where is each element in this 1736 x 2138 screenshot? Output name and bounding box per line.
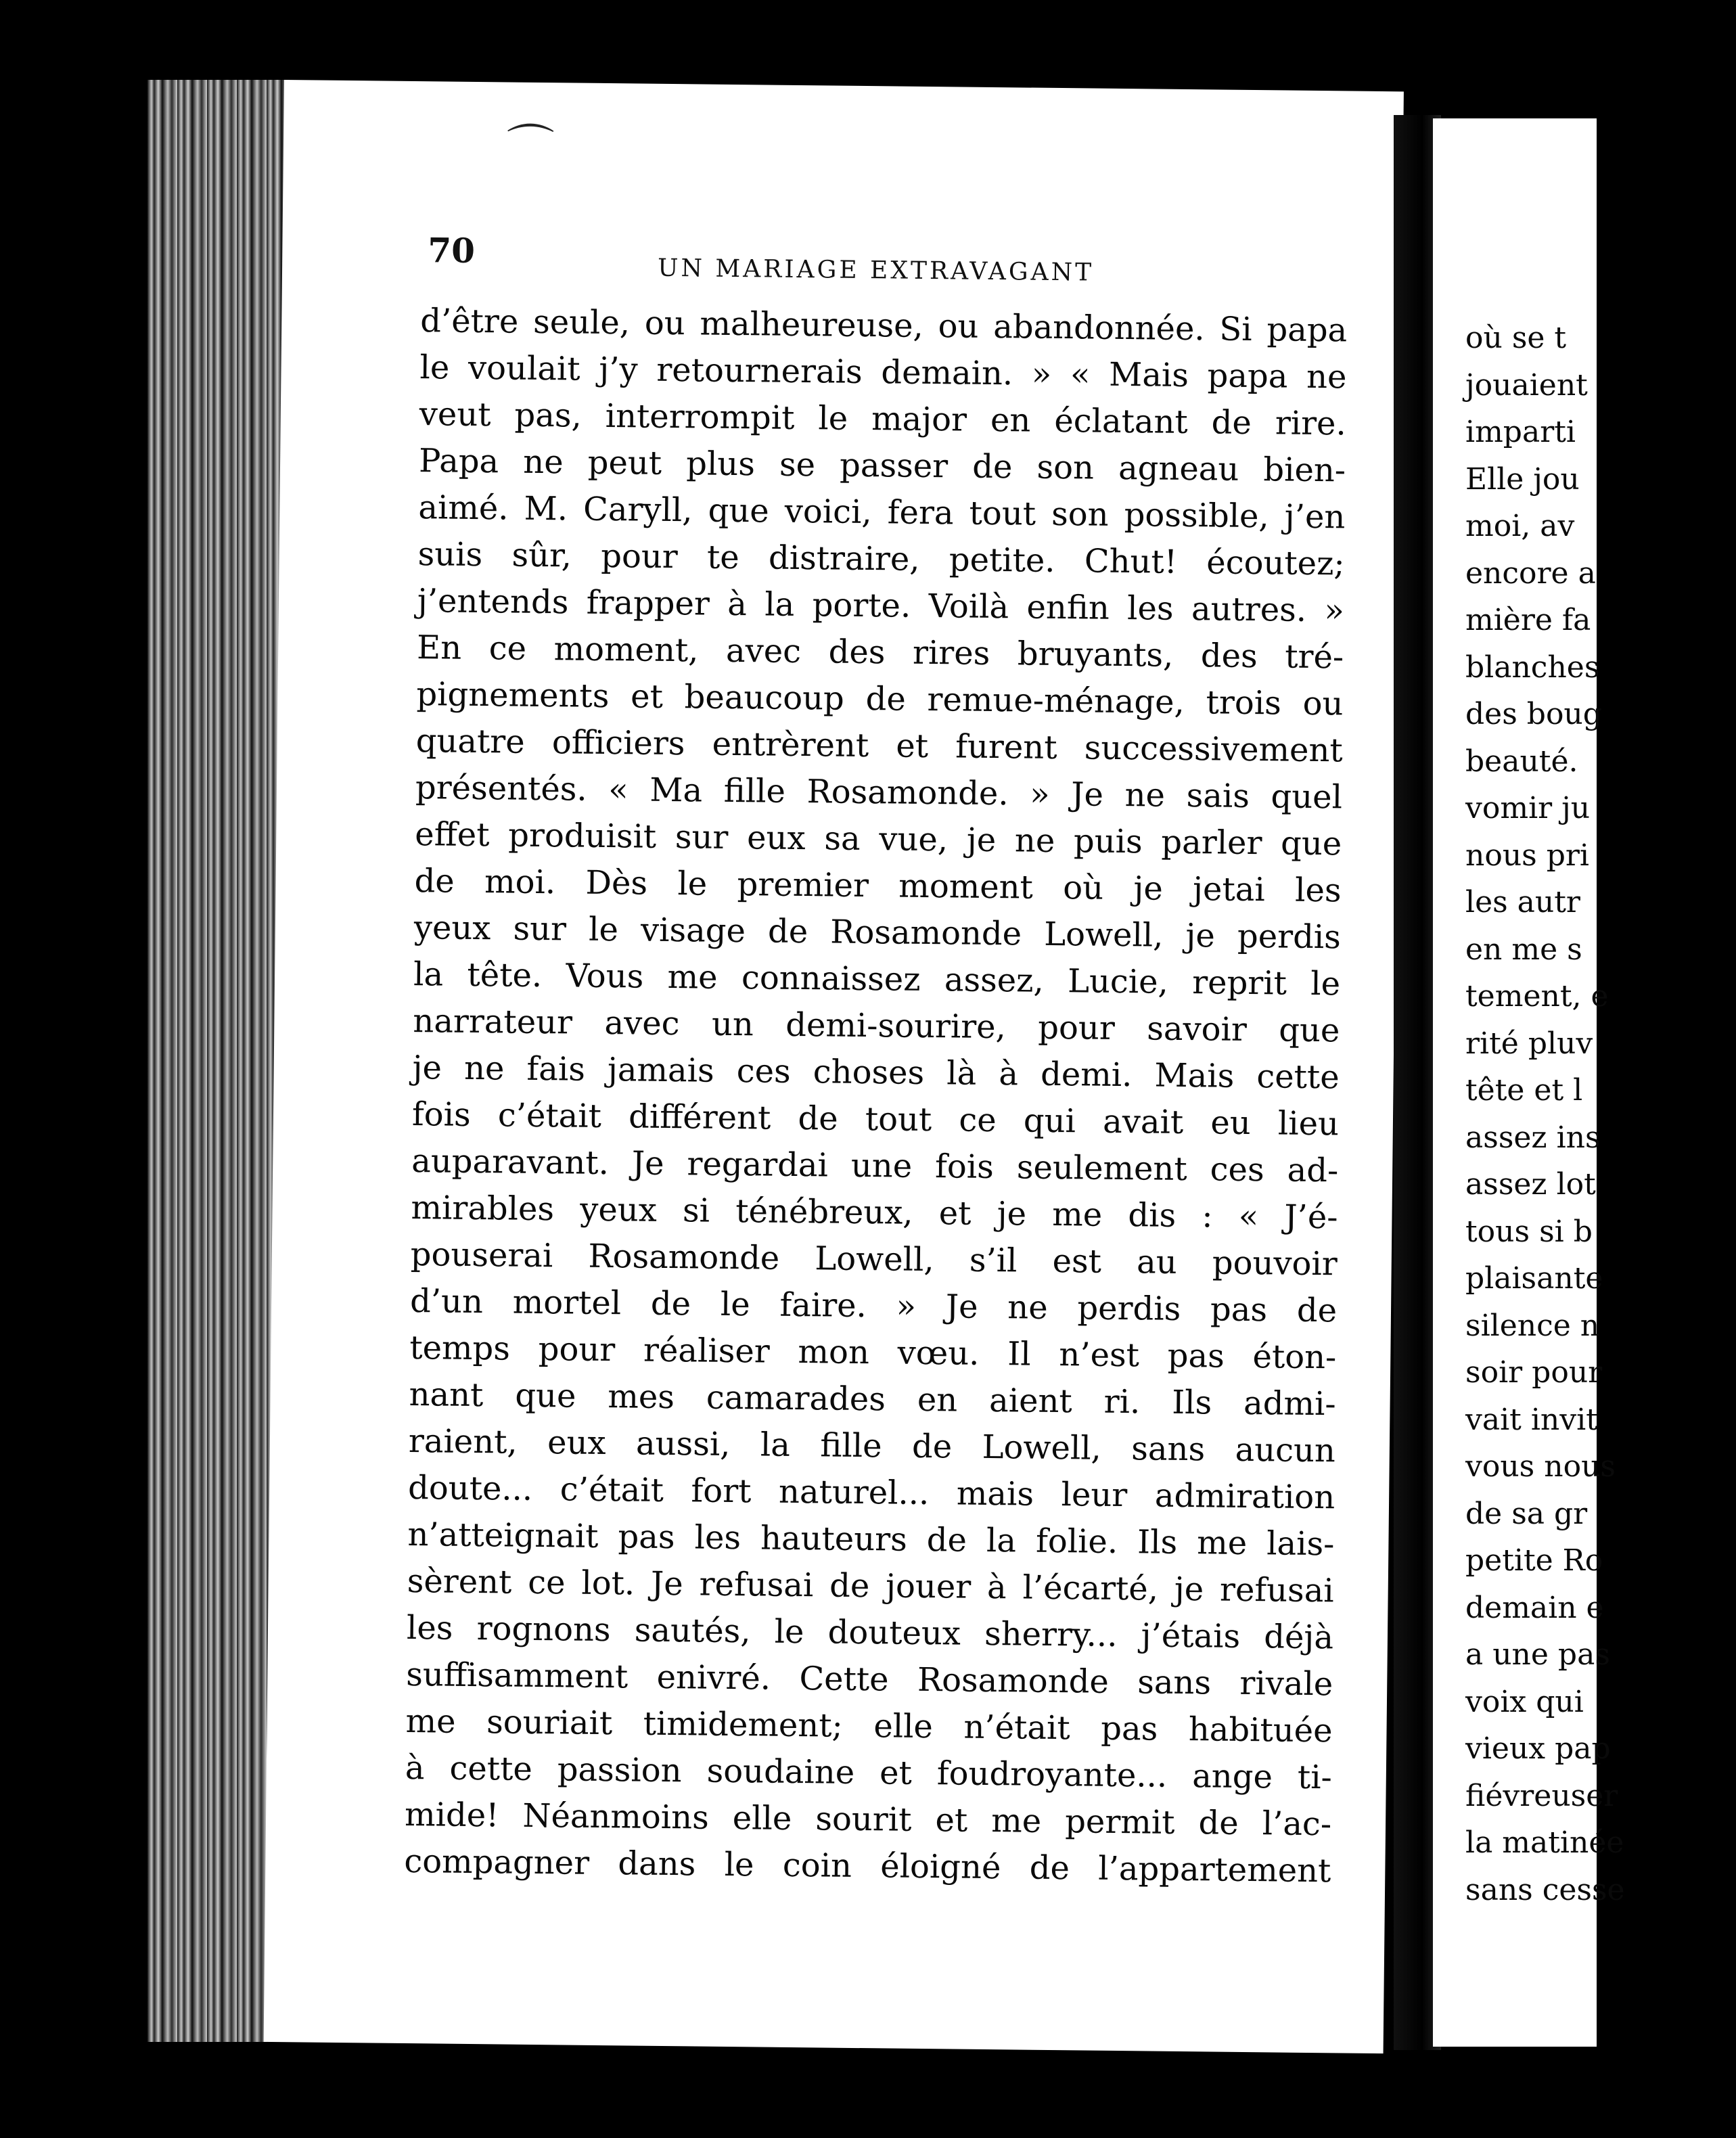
facing-text-line: moi, av (1465, 509, 1575, 543)
facing-text-line: beauté. (1465, 744, 1578, 779)
facing-text-line: les autr (1465, 885, 1580, 919)
pen-mark: ⌒ (506, 119, 555, 176)
facing-text-line: plaisante (1465, 1261, 1603, 1296)
text-line: présentés. « Ma fille Rosamonde. » Je ne sais quel (415, 769, 1343, 817)
body-text (404, 298, 1347, 1894)
text-line: le voulait j’y retournerais demain. » « Mais papa ne (419, 348, 1347, 396)
facing-text-line: où se t (1465, 321, 1567, 355)
facing-text-line: petite Ro (1465, 1543, 1603, 1578)
page-number: 70 (428, 230, 476, 271)
facing-page (1433, 118, 1625, 2047)
text-line: d’un mortel de le faire. » Je ne perdis pas de (409, 1282, 1338, 1330)
facing-text-line: assez lot (1465, 1167, 1596, 1202)
facing-text-line: encore a (1465, 555, 1596, 591)
facing-text-line: fiévreuser (1465, 1778, 1618, 1813)
facing-text-line: jouaient (1465, 367, 1588, 403)
facing-text-line: des boug (1465, 697, 1602, 731)
facing-text-line: la matinée (1465, 1825, 1624, 1860)
text-line: je ne fais jamais ces choses là à demi. Mais cette (412, 1049, 1340, 1097)
facing-text-line: tous si b (1465, 1214, 1593, 1249)
facing-text-line: sans cesse (1465, 1872, 1625, 1907)
text-line: En ce moment, avec des rires bruyants, des tré- (416, 629, 1344, 677)
text-line: d’être seule, ou malheureuse, ou abandonnée. Si papa (419, 302, 1348, 350)
facing-text-line: demain e (1465, 1590, 1604, 1625)
facing-text-line: blanches (1465, 650, 1600, 685)
facing-page-text (1465, 315, 1736, 1913)
facing-text-line: assez ins (1465, 1120, 1601, 1155)
text-line: raient, eux aussi, la fille de Lowell, sans aucun (408, 1422, 1336, 1470)
text-line: pouserai Rosamonde Lowell, s’il est au pouvoir (410, 1235, 1338, 1283)
text-line: les rognons sautés, le douteux sherry... j’étais déjà (406, 1609, 1334, 1657)
text-line: pignements et beaucoup de remue-ménage, trois ou (416, 675, 1344, 723)
text-line: auparavant. Je regardai une fois seulement ces ad- (411, 1142, 1339, 1190)
text-line: j’entends frapper à la porte. Voilà enfin les autres. » (417, 582, 1345, 630)
facing-text-line: rité pluv (1465, 1026, 1593, 1061)
facing-text-line: a une pas (1465, 1637, 1610, 1672)
text-line: effet produisit sur eux sa vue, je ne puis parler que (415, 815, 1342, 863)
text-line: veut pas, interrompit le major en éclatant de rire. (419, 395, 1347, 443)
facing-text-line: Elle jou (1465, 461, 1580, 497)
text-line: suis sûr, pour te distraire, petite. Chut! écoutez; (417, 535, 1345, 583)
facing-text-line: soir pour (1465, 1355, 1603, 1390)
text-line: yeux sur le visage de Rosamonde Lowell, je perdis (413, 909, 1342, 957)
facing-text-line: mière fa (1465, 603, 1591, 637)
text-line: n’atteignait pas les hauteurs de la folie. Ils me lais- (407, 1516, 1335, 1564)
facing-text-line: tement, e (1465, 979, 1609, 1014)
facing-text-line: vomir ju (1465, 791, 1591, 825)
facing-text-line: en me s (1465, 932, 1582, 967)
text-line: quatre officiers entrèrent et furent successivement (415, 722, 1343, 770)
facing-text-line: tête et l (1465, 1073, 1583, 1108)
text-line: compagner dans le coin éloigné de l’appartement (404, 1842, 1331, 1890)
left-page (264, 80, 1404, 2053)
text-line: suffisamment enivré. Cette Rosamonde sans rivale (406, 1656, 1333, 1704)
text-line: temps pour réaliser mon vœu. Il n’est pas éton- (409, 1329, 1337, 1377)
text-line: la tête. Vous me connaissez assez, Lucie, reprit le (413, 955, 1341, 1003)
facing-text-line: voix qui (1465, 1684, 1584, 1719)
text-line: mide! Néanmoins elle sourit et me permit de l’ac- (404, 1796, 1332, 1844)
facing-text-line: silence n (1465, 1308, 1600, 1343)
text-line: mirables yeux si ténébreux, et je me dis : « J’é- (411, 1189, 1338, 1237)
text-line: fois c’était différent de tout ce qui avait eu lieu (411, 1095, 1340, 1143)
facing-text-line: de sa gr (1465, 1496, 1588, 1531)
text-line: aimé. M. Caryll, que voici, fera tout son possible, j’en (418, 488, 1346, 537)
facing-text-line: vous nous (1465, 1449, 1616, 1484)
running-head: UN MARIAGE EXTRAVAGANT (657, 254, 1095, 287)
facing-text-line: vieux pap (1465, 1731, 1611, 1766)
facing-text-line: vait invit (1465, 1402, 1598, 1437)
text-line: sèrent ce lot. Je refusai de jouer à l’écarté, je refusai (407, 1562, 1334, 1610)
text-line: doute... c’était fort naturel... mais leur admiration (407, 1469, 1335, 1517)
facing-text-line: imparti (1465, 415, 1576, 449)
text-line: Papa ne peut plus se passer de son agneau bien- (418, 442, 1346, 490)
text-line: à cette passion soudaine et foudroyante... ange ti- (405, 1749, 1333, 1797)
text-line: nant que mes camarades en aient ri. Ils admi- (409, 1375, 1336, 1424)
text-line: narrateur avec un demi-sourire, pour savoir que (413, 1002, 1340, 1050)
facing-text-line: nous pri (1465, 838, 1590, 873)
text-line: de moi. Dès le premier moment où je jetai les (414, 862, 1342, 910)
text-line: me souriait timidement; elle n’était pas habituée (405, 1702, 1333, 1750)
